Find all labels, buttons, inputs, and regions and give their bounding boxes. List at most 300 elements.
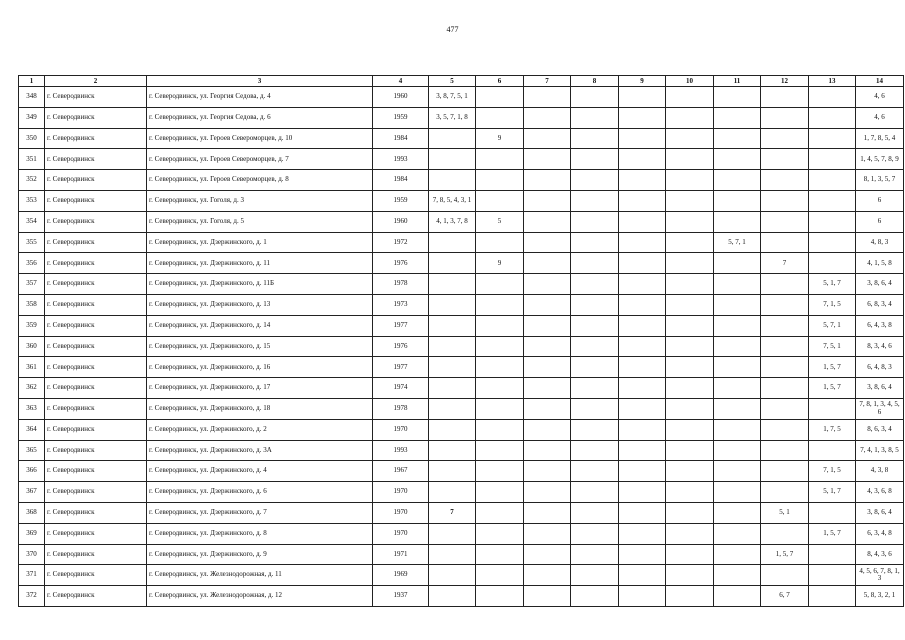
col10-cell: [666, 461, 714, 482]
col6-cell: [476, 294, 524, 315]
table-row: [19, 232, 904, 253]
city-cell: г. Северодвинск: [45, 274, 147, 295]
col6-cell: [476, 378, 524, 399]
col9-cell: [619, 378, 666, 399]
city-cell: г. Северодвинск: [45, 336, 147, 357]
table-row: [19, 294, 904, 315]
col6-cell: [476, 523, 524, 544]
col7-cell: [524, 398, 571, 419]
col9-cell: [619, 586, 666, 607]
col7-cell: [524, 357, 571, 378]
col10-cell: [666, 357, 714, 378]
address-cell: г. Северодвинск, ул. Дзержинского, д. 14: [147, 315, 373, 336]
table-row: [19, 87, 904, 108]
year-cell: 1970: [373, 523, 429, 544]
col14-cell: 4, 3, 8: [856, 461, 904, 482]
registry-table: [18, 75, 904, 607]
year-cell: 1970: [373, 502, 429, 523]
year-cell: 1970: [373, 482, 429, 503]
col13-cell: 7, 1, 5: [809, 461, 856, 482]
col7-cell: [524, 232, 571, 253]
city-cell: г. Северодвинск: [45, 461, 147, 482]
col12-cell: 6, 7: [761, 586, 809, 607]
col11-cell: [714, 294, 761, 315]
row-number: 353: [19, 190, 45, 211]
col9-cell: [619, 336, 666, 357]
col7-cell: [524, 502, 571, 523]
col14-cell: 8, 6, 3, 4: [856, 419, 904, 440]
col9-cell: [619, 190, 666, 211]
table-row: [19, 190, 904, 211]
col7-cell: [524, 336, 571, 357]
col12-cell: [761, 523, 809, 544]
column-header-1: 1: [19, 76, 45, 87]
col11-cell: [714, 253, 761, 274]
row-number: 348: [19, 87, 45, 108]
col7-cell: [524, 170, 571, 191]
col5-cell: [429, 398, 476, 419]
row-number: 372: [19, 586, 45, 607]
col12-cell: [761, 128, 809, 149]
city-cell: г. Северодвинск: [45, 544, 147, 565]
table-row: [19, 336, 904, 357]
col13-cell: 5, 7, 1: [809, 315, 856, 336]
col7-cell: [524, 378, 571, 399]
col11-cell: [714, 128, 761, 149]
col14-cell: 4, 8, 3: [856, 232, 904, 253]
col13-cell: [809, 502, 856, 523]
col14-cell: 6: [856, 211, 904, 232]
col9-cell: [619, 128, 666, 149]
col12-cell: [761, 107, 809, 128]
col8-cell: [571, 87, 619, 108]
year-cell: 1978: [373, 398, 429, 419]
row-number: 364: [19, 419, 45, 440]
col7-cell: [524, 419, 571, 440]
row-number: 349: [19, 107, 45, 128]
col11-cell: [714, 190, 761, 211]
col11-cell: [714, 170, 761, 191]
col9-cell: [619, 87, 666, 108]
col6-cell: [476, 357, 524, 378]
col14-cell: 8, 3, 4, 6: [856, 336, 904, 357]
col12-cell: [761, 190, 809, 211]
col8-cell: [571, 128, 619, 149]
col13-cell: 5, 1, 7: [809, 482, 856, 503]
table-row: [19, 586, 904, 607]
col9-cell: [619, 232, 666, 253]
col6-cell: [476, 565, 524, 586]
year-cell: 1976: [373, 336, 429, 357]
col12-cell: [761, 565, 809, 586]
col13-cell: 1, 5, 7: [809, 523, 856, 544]
col7-cell: [524, 544, 571, 565]
col8-cell: [571, 336, 619, 357]
row-number: 365: [19, 440, 45, 461]
row-number: 352: [19, 170, 45, 191]
col5-cell: [429, 357, 476, 378]
row-number: 355: [19, 232, 45, 253]
address-cell: г. Северодвинск, ул. Героев Североморцев, д. 10: [147, 128, 373, 149]
col12-cell: [761, 149, 809, 170]
col13-cell: [809, 170, 856, 191]
col12-cell: [761, 357, 809, 378]
year-cell: 1959: [373, 107, 429, 128]
col7-cell: [524, 315, 571, 336]
row-number: 362: [19, 378, 45, 399]
address-cell: г. Северодвинск, ул. Гоголя, д. 5: [147, 211, 373, 232]
address-cell: г. Северодвинск, ул. Железнодорожная, д. 11: [147, 565, 373, 586]
col11-cell: [714, 315, 761, 336]
column-header-8: 8: [571, 76, 619, 87]
year-cell: 1967: [373, 461, 429, 482]
col13-cell: 1, 5, 7: [809, 357, 856, 378]
year-cell: 1972: [373, 232, 429, 253]
column-header-2: 2: [45, 76, 147, 87]
col13-cell: [809, 107, 856, 128]
col11-cell: [714, 357, 761, 378]
col5-cell: [429, 274, 476, 295]
table-row: [19, 461, 904, 482]
col9-cell: [619, 253, 666, 274]
col7-cell: [524, 440, 571, 461]
col9-cell: [619, 565, 666, 586]
col11-cell: 5, 7, 1: [714, 232, 761, 253]
column-header-14: 14: [856, 76, 904, 87]
year-cell: 1973: [373, 294, 429, 315]
col9-cell: [619, 107, 666, 128]
col13-cell: [809, 149, 856, 170]
col10-cell: [666, 107, 714, 128]
col10-cell: [666, 149, 714, 170]
table-row: [19, 440, 904, 461]
col12-cell: [761, 232, 809, 253]
year-cell: 1978: [373, 274, 429, 295]
city-cell: г. Северодвинск: [45, 170, 147, 191]
row-number: 357: [19, 274, 45, 295]
col11-cell: [714, 440, 761, 461]
col9-cell: [619, 211, 666, 232]
table-row: [19, 502, 904, 523]
page-number: 477: [446, 25, 459, 34]
col12-cell: [761, 294, 809, 315]
col12-cell: [761, 274, 809, 295]
col8-cell: [571, 523, 619, 544]
col6-cell: [476, 87, 524, 108]
address-cell: г. Северодвинск, ул. Георгия Седова, д. 4: [147, 87, 373, 108]
address-cell: г. Северодвинск, ул. Дзержинского, д. 7: [147, 502, 373, 523]
col10-cell: [666, 482, 714, 503]
col5-cell: [429, 170, 476, 191]
address-cell: г. Северодвинск, ул. Дзержинского, д. 9: [147, 544, 373, 565]
col9-cell: [619, 170, 666, 191]
row-number: 366: [19, 461, 45, 482]
row-number: 360: [19, 336, 45, 357]
col13-cell: 1, 5, 7: [809, 378, 856, 399]
city-cell: г. Северодвинск: [45, 232, 147, 253]
col12-cell: 7: [761, 253, 809, 274]
col13-cell: [809, 128, 856, 149]
col14-cell: 1, 7, 8, 5, 4: [856, 128, 904, 149]
col5-cell: [429, 461, 476, 482]
col11-cell: [714, 149, 761, 170]
col13-cell: [809, 211, 856, 232]
col11-cell: [714, 586, 761, 607]
col6-cell: [476, 502, 524, 523]
col11-cell: [714, 419, 761, 440]
col10-cell: [666, 398, 714, 419]
year-cell: 1976: [373, 253, 429, 274]
city-cell: г. Северодвинск: [45, 419, 147, 440]
col14-cell: 4, 5, 6, 7, 8, 1, 3: [856, 565, 904, 586]
col8-cell: [571, 398, 619, 419]
col11-cell: [714, 523, 761, 544]
col12-cell: [761, 440, 809, 461]
city-cell: г. Северодвинск: [45, 440, 147, 461]
col10-cell: [666, 502, 714, 523]
address-cell: г. Северодвинск, ул. Георгия Седова, д. 6: [147, 107, 373, 128]
col14-cell: 8, 4, 3, 6: [856, 544, 904, 565]
col5-cell: 4, 1, 3, 7, 8: [429, 211, 476, 232]
table-row: [19, 357, 904, 378]
col14-cell: 6, 4, 8, 3: [856, 357, 904, 378]
col14-cell: 5, 8, 3, 2, 1: [856, 586, 904, 607]
table-row: [19, 565, 904, 586]
col9-cell: [619, 357, 666, 378]
col5-cell: [429, 419, 476, 440]
city-cell: г. Северодвинск: [45, 190, 147, 211]
column-header-10: 10: [666, 76, 714, 87]
address-cell: г. Северодвинск, ул. Дзержинского, д. 4: [147, 461, 373, 482]
col7-cell: [524, 149, 571, 170]
col14-cell: 3, 8, 6, 4: [856, 502, 904, 523]
address-cell: г. Северодвинск, ул. Героев Североморцев, д. 8: [147, 170, 373, 191]
col10-cell: [666, 586, 714, 607]
col10-cell: [666, 565, 714, 586]
col7-cell: [524, 87, 571, 108]
table-row: [19, 523, 904, 544]
city-cell: г. Северодвинск: [45, 586, 147, 607]
col6-cell: 5: [476, 211, 524, 232]
city-cell: г. Северодвинск: [45, 565, 147, 586]
address-cell: г. Северодвинск, ул. Дзержинского, д. 6: [147, 482, 373, 503]
table-row: [19, 170, 904, 191]
col5-cell: [429, 544, 476, 565]
col7-cell: [524, 211, 571, 232]
col9-cell: [619, 523, 666, 544]
col5-cell: [429, 523, 476, 544]
col9-cell: [619, 544, 666, 565]
col10-cell: [666, 523, 714, 544]
col7-cell: [524, 274, 571, 295]
column-header-12: 12: [761, 76, 809, 87]
col6-cell: [476, 170, 524, 191]
col9-cell: [619, 294, 666, 315]
col10-cell: [666, 440, 714, 461]
col13-cell: 7, 1, 5: [809, 294, 856, 315]
col14-cell: 4, 6: [856, 87, 904, 108]
col6-cell: [476, 315, 524, 336]
col13-cell: [809, 87, 856, 108]
address-cell: г. Северодвинск, ул. Дзержинского, д. 1: [147, 232, 373, 253]
col5-cell: [429, 482, 476, 503]
col12-cell: [761, 482, 809, 503]
address-cell: г. Северодвинск, ул. Героев Североморцев, д. 7: [147, 149, 373, 170]
city-cell: г. Северодвинск: [45, 107, 147, 128]
col5-cell: [429, 586, 476, 607]
city-cell: г. Северодвинск: [45, 294, 147, 315]
col10-cell: [666, 128, 714, 149]
column-header-7: 7: [524, 76, 571, 87]
address-cell: г. Северодвинск, ул. Дзержинского, д. 3А: [147, 440, 373, 461]
col5-cell: [429, 232, 476, 253]
year-cell: 1993: [373, 149, 429, 170]
address-cell: г. Северодвинск, ул. Дзержинского, д. 11: [147, 253, 373, 274]
col10-cell: [666, 232, 714, 253]
col9-cell: [619, 274, 666, 295]
city-cell: г. Северодвинск: [45, 211, 147, 232]
col14-cell: 3, 8, 6, 4: [856, 274, 904, 295]
address-cell: г. Северодвинск, ул. Гоголя, д. 3: [147, 190, 373, 211]
city-cell: г. Северодвинск: [45, 253, 147, 274]
col7-cell: [524, 190, 571, 211]
table-row: [19, 398, 904, 419]
col10-cell: [666, 211, 714, 232]
col7-cell: [524, 253, 571, 274]
col8-cell: [571, 419, 619, 440]
col13-cell: [809, 190, 856, 211]
column-header-9: 9: [619, 76, 666, 87]
col8-cell: [571, 357, 619, 378]
col9-cell: [619, 315, 666, 336]
row-number: 367: [19, 482, 45, 503]
column-header-13: 13: [809, 76, 856, 87]
col8-cell: [571, 315, 619, 336]
col12-cell: [761, 211, 809, 232]
col6-cell: [476, 586, 524, 607]
column-header-3: 3: [147, 76, 373, 87]
col6-cell: [476, 440, 524, 461]
col5-cell: [429, 253, 476, 274]
col11-cell: [714, 378, 761, 399]
col8-cell: [571, 232, 619, 253]
year-cell: 1974: [373, 378, 429, 399]
col6-cell: [476, 274, 524, 295]
address-cell: г. Северодвинск, ул. Дзержинского, д. 16: [147, 357, 373, 378]
col5-cell: [429, 336, 476, 357]
col5-cell: 3, 5, 7, 1, 8: [429, 107, 476, 128]
year-cell: 1960: [373, 211, 429, 232]
col13-cell: [809, 440, 856, 461]
col8-cell: [571, 378, 619, 399]
col12-cell: [761, 378, 809, 399]
col10-cell: [666, 274, 714, 295]
col8-cell: [571, 440, 619, 461]
col8-cell: [571, 461, 619, 482]
col5-cell: 7: [429, 502, 476, 523]
col8-cell: [571, 502, 619, 523]
col12-cell: [761, 419, 809, 440]
table-row: [19, 378, 904, 399]
col8-cell: [571, 170, 619, 191]
col12-cell: 5, 1: [761, 502, 809, 523]
col14-cell: 3, 8, 6, 4: [856, 378, 904, 399]
city-cell: г. Северодвинск: [45, 523, 147, 544]
city-cell: г. Северодвинск: [45, 315, 147, 336]
table-row: [19, 274, 904, 295]
col13-cell: 7, 5, 1: [809, 336, 856, 357]
table-row: [19, 149, 904, 170]
col10-cell: [666, 190, 714, 211]
address-cell: г. Северодвинск, ул. Дзержинского, д. 13: [147, 294, 373, 315]
city-cell: г. Северодвинск: [45, 482, 147, 503]
year-cell: 1960: [373, 87, 429, 108]
col6-cell: [476, 232, 524, 253]
col5-cell: [429, 149, 476, 170]
year-cell: 1971: [373, 544, 429, 565]
column-header-6: 6: [476, 76, 524, 87]
col12-cell: [761, 87, 809, 108]
col8-cell: [571, 482, 619, 503]
col6-cell: [476, 149, 524, 170]
year-cell: 1977: [373, 315, 429, 336]
year-cell: 1970: [373, 419, 429, 440]
col9-cell: [619, 482, 666, 503]
row-number: 359: [19, 315, 45, 336]
col14-cell: 4, 6: [856, 107, 904, 128]
col8-cell: [571, 190, 619, 211]
col7-cell: [524, 461, 571, 482]
col8-cell: [571, 544, 619, 565]
col8-cell: [571, 149, 619, 170]
col14-cell: 6, 4, 3, 8: [856, 315, 904, 336]
col6-cell: [476, 398, 524, 419]
city-cell: г. Северодвинск: [45, 502, 147, 523]
col6-cell: [476, 544, 524, 565]
row-number: 371: [19, 565, 45, 586]
col8-cell: [571, 586, 619, 607]
column-header-5: 5: [429, 76, 476, 87]
col10-cell: [666, 378, 714, 399]
col14-cell: 6, 8, 3, 4: [856, 294, 904, 315]
col5-cell: [429, 315, 476, 336]
col11-cell: [714, 398, 761, 419]
col8-cell: [571, 274, 619, 295]
col11-cell: [714, 482, 761, 503]
col12-cell: [761, 398, 809, 419]
col6-cell: [476, 336, 524, 357]
table-row: [19, 419, 904, 440]
col14-cell: 6, 3, 4, 8: [856, 523, 904, 544]
col13-cell: [809, 232, 856, 253]
year-cell: 1984: [373, 170, 429, 191]
col12-cell: 1, 5, 7: [761, 544, 809, 565]
city-cell: г. Северодвинск: [45, 128, 147, 149]
col11-cell: [714, 87, 761, 108]
col13-cell: [809, 544, 856, 565]
col12-cell: [761, 170, 809, 191]
address-cell: г. Северодвинск, ул. Железнодорожная, д. 12: [147, 586, 373, 607]
col5-cell: [429, 294, 476, 315]
col7-cell: [524, 294, 571, 315]
table-row: [19, 315, 904, 336]
address-cell: г. Северодвинск, ул. Дзержинского, д. 17: [147, 378, 373, 399]
year-cell: 1937: [373, 586, 429, 607]
row-number: 361: [19, 357, 45, 378]
col8-cell: [571, 253, 619, 274]
col7-cell: [524, 586, 571, 607]
col10-cell: [666, 253, 714, 274]
